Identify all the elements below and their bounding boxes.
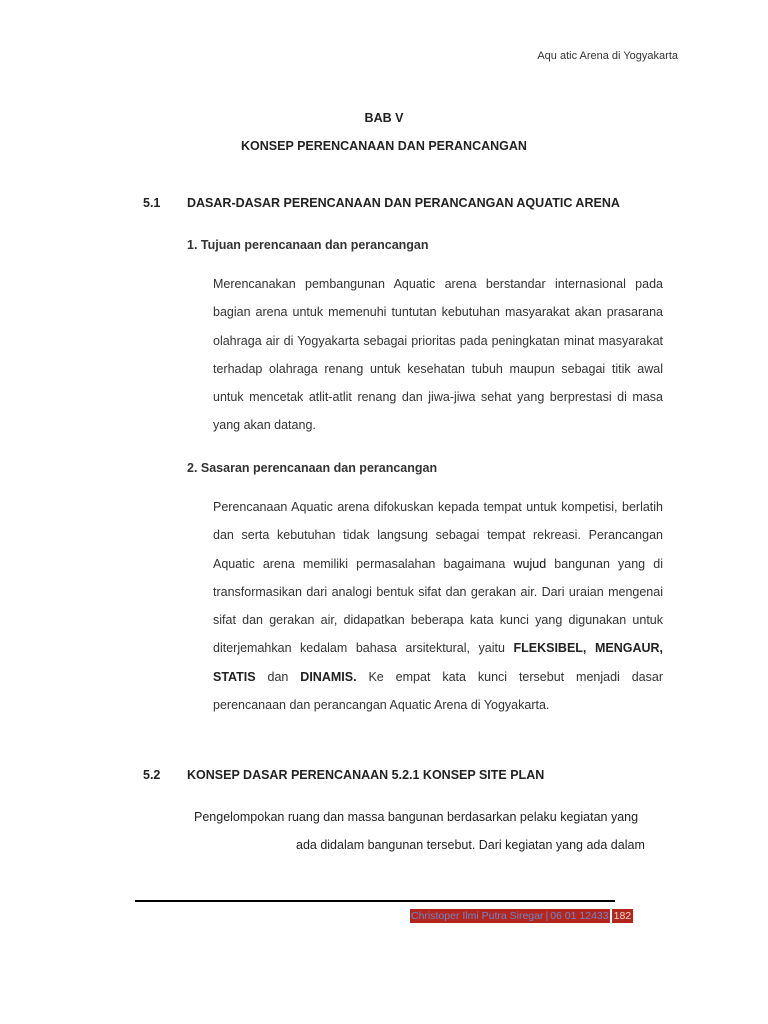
page-number: 182 (613, 910, 632, 922)
running-header: Aqu atic Arena di Yogyakarta (537, 50, 678, 62)
footer-student-id: 06 01 12433 (550, 910, 609, 922)
footer-divider (135, 900, 615, 902)
footer-separator: | (545, 910, 549, 922)
subsection-heading: 2. Sasaran perencanaan dan perancangan (187, 461, 438, 475)
keyword-bold: FLEKSIBEL, MENGAUR, STATIS (213, 641, 663, 684)
paragraph-text: dan (267, 669, 289, 684)
section-number: 5.1 (143, 196, 161, 210)
paragraph-text: Perencanaan Aquatic arena difokuskan kepada tempat untuk kompetisi, berlatih dan serta kebutuhan tidak langsung sebagai tempat rekreasi. Perancangan Aquatic arena memiliki permasalahan bagaimana (213, 500, 663, 571)
page-footer (410, 909, 633, 923)
paragraph-text: bangunan yang di transformasikan dari analogi bentuk sifat dan gerakan air. Dari uraian mengenai sifat dan gerakan air, didapatkan beberapa kata kunci yang digunakan untuk diterjemahkan kedalam bahasa arsitektural, yaitu (213, 556, 663, 656)
subsection-heading: 1. Tujuan perencanaan dan perancangan (187, 238, 429, 252)
section-title: DASAR-DASAR PERENCANAAN DAN PERANCANGAN AQUATIC ARENA (187, 196, 620, 210)
keyword-bold: DINAMIS. (300, 669, 357, 684)
paragraph-text: Ke empat kata kunci tersebut menjadi dasar perencanaan dan perancangan Aquatic Arena di Yogyakarta. (213, 669, 663, 713)
section-title: KONSEP DASAR PERENCANAAN 5.2.1 KONSEP SITE PLAN (187, 768, 545, 782)
paragraph-tujuan: Merencanakan pembangunan Aquatic arena berstandar internasional pada bagian arena untuk memenuhi tuntutan kebutuhan masyarakat akan prasarana olahraga air di Yogyakarta sebagai prioritas pada peningkatan minat masyarakat terhadap olahraga renang untuk kesehatan tubuh maupun sebagai titik awal untuk mencetak atlit-atlit renang dan jiwa-jiwa sehat yang berprestasi di masa yang akan datang. (213, 277, 663, 433)
paragraph-line: Pengelompokan ruang dan massa bangunan berdasarkan pelaku kegiatan yang (194, 810, 639, 824)
footer-author: Christoper Ilmi Putra Siregar (411, 910, 544, 922)
chapter-title: KONSEP PERENCANAAN DAN PERANCANGAN (241, 139, 527, 153)
paragraph-text: wujud (513, 556, 547, 571)
paragraph-line: ada didalam bangunan tersebut. Dari kegiatan yang ada dalam (296, 838, 645, 852)
paragraph-sasaran (213, 493, 663, 719)
section-number: 5.2 (143, 768, 161, 782)
chapter-label: BAB V (364, 111, 404, 125)
